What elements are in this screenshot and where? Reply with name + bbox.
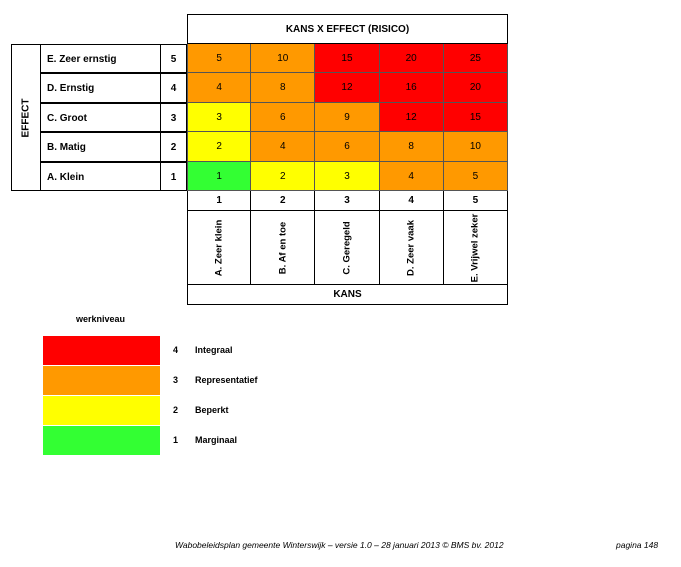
risk-cell: 2 [187, 132, 251, 161]
risk-cell: 1 [187, 162, 251, 191]
effect-row-label: D. Ernstig [41, 73, 161, 102]
legend-level-number: 1 [173, 435, 179, 445]
risk-cell: 10 [444, 132, 508, 161]
legend-level-number: 3 [173, 375, 179, 385]
risk-cell: 5 [187, 44, 251, 73]
effect-row-label: E. Zeer ernstig [41, 44, 161, 73]
effect-row-label: B. Matig [41, 132, 161, 161]
risk-cell: 4 [251, 132, 315, 161]
legend-swatch [43, 336, 160, 365]
kans-column-number: 4 [380, 191, 444, 211]
kans-column-number: 2 [251, 191, 315, 211]
legend-swatch [43, 396, 160, 425]
risk-cell: 3 [315, 162, 379, 191]
legend-level-label: Beperkt [195, 405, 229, 415]
legend-swatch [43, 426, 160, 455]
risk-cell: 6 [315, 132, 379, 161]
risk-cell: 8 [251, 73, 315, 102]
effect-row-number: 1 [161, 162, 187, 191]
risk-cell: 10 [251, 44, 315, 73]
kans-axis-label: KANS [187, 285, 508, 305]
risk-cell: 12 [380, 103, 444, 132]
legend-title: werkniveau [76, 314, 126, 324]
risk-cell: 3 [187, 103, 251, 132]
kans-column-label [251, 211, 315, 285]
effect-row-number: 5 [161, 44, 187, 73]
risk-cell: 20 [444, 73, 508, 102]
kans-column-text: D. Zeer vaak [405, 219, 417, 276]
effect-axis-text: EFFECT [20, 98, 32, 137]
page-number: pagina 148 [616, 540, 659, 550]
kans-column-number: 5 [444, 191, 508, 211]
effect-row-label: A. Klein [41, 162, 161, 191]
kans-column-number: 1 [187, 191, 251, 211]
risk-cell: 8 [380, 132, 444, 161]
legend-swatch [43, 366, 160, 395]
risk-cell: 5 [444, 162, 508, 191]
kans-column-label [187, 211, 251, 285]
risk-cell: 16 [380, 73, 444, 102]
kans-column-text: C. Geregeld [341, 220, 353, 275]
risk-cell: 15 [444, 103, 508, 132]
kans-column-text: A. Zeer klein [213, 219, 225, 276]
effect-row-number: 3 [161, 103, 187, 132]
kans-column-label [380, 211, 444, 285]
risk-cell: 2 [251, 162, 315, 191]
risk-cell: 4 [380, 162, 444, 191]
legend-level-number: 4 [173, 345, 179, 355]
kans-column-label [315, 211, 379, 285]
legend-level-label: Marginaal [195, 435, 238, 445]
risk-cell: 15 [315, 44, 379, 73]
effect-row-label: C. Groot [41, 103, 161, 132]
matrix-title: KANS X EFFECT (RISICO) [187, 14, 508, 44]
legend-level-number: 2 [173, 405, 179, 415]
kans-column-label [444, 211, 508, 285]
risk-cell: 4 [187, 73, 251, 102]
risk-cell: 12 [315, 73, 379, 102]
effect-row-number: 4 [161, 73, 187, 102]
footer-text: Wabobeleidsplan gemeente Winterswijk – versie 1.0 – 28 januari 2013 © BMS bv. 2012 [175, 540, 504, 550]
risk-cell: 9 [315, 103, 379, 132]
kans-column-text: E. Vrijwel zeker [469, 213, 481, 282]
risk-cell: 20 [380, 44, 444, 73]
kans-column-number: 3 [315, 191, 379, 211]
risk-cell: 6 [251, 103, 315, 132]
risk-cell: 25 [444, 44, 508, 73]
legend-level-label: Integraal [195, 345, 233, 355]
effect-row-number: 2 [161, 132, 187, 161]
kans-column-text: B. Af en toe [277, 221, 289, 274]
effect-axis-label [11, 44, 41, 191]
legend-level-label: Representatief [195, 375, 258, 385]
